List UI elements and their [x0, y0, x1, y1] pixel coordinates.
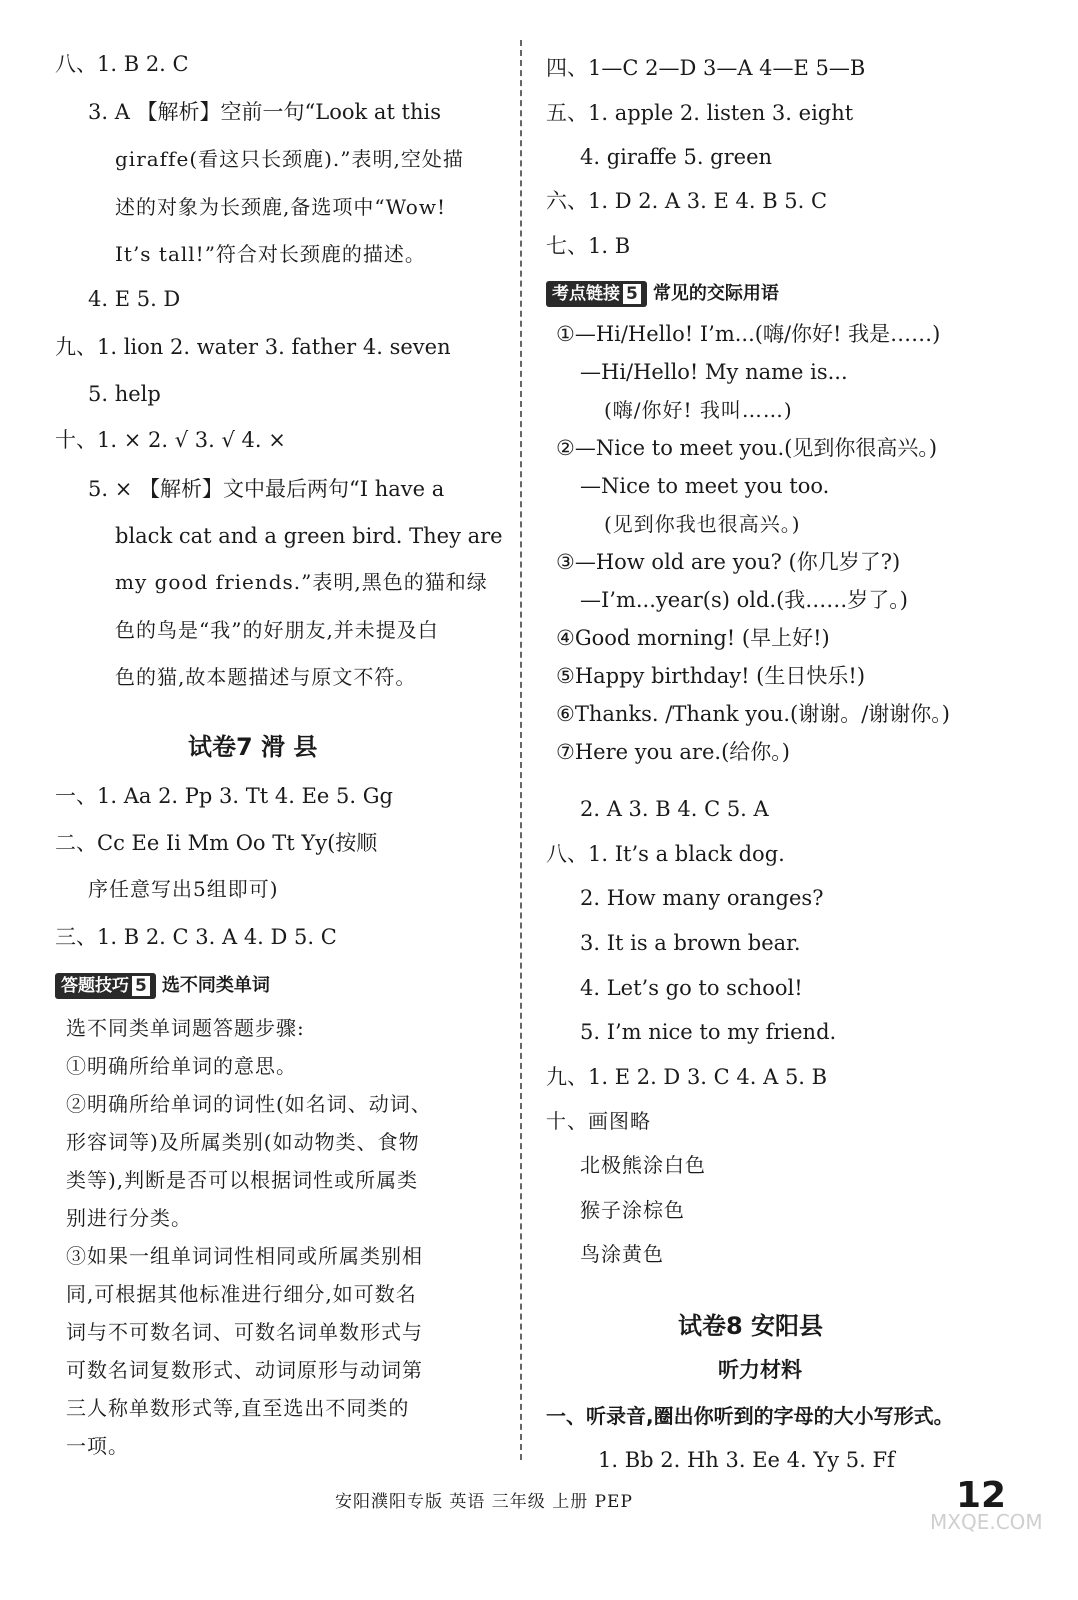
answer-section-4: 四、1—C 2—D 3—A 4—E 5—B: [546, 56, 866, 80]
answer-line: 北极熊涂白色: [580, 1153, 706, 1177]
tip-line: 别进行分类。: [66, 1206, 192, 1230]
answer-line: black cat and a green bird. They are: [115, 524, 503, 548]
phrase-line: —Hi/Hello! My name is...: [580, 360, 848, 384]
tip-line: 词与不可数名词、可数名词单数形式与: [66, 1320, 423, 1344]
answer-section-5: 五、1. apple 2. listen 3. eight: [546, 101, 854, 125]
phrase-line: ⑦Here you are.(给你。): [556, 740, 790, 764]
answer-line: 2. A 3. B 4. C 5. A: [580, 797, 769, 821]
answer-line: It’s tall!”符合对长颈鹿的描述。: [115, 242, 426, 266]
footer-info: 安阳濮阳专版 英语 三年级 上册 PEP: [335, 1492, 633, 1512]
phrase-line: —I’m...year(s) old.(我……岁了。): [580, 588, 908, 612]
listening-material-heading: 听力材料: [718, 1358, 802, 1382]
answer-line: 色的猫,故本题描述与原文不符。: [115, 665, 417, 689]
link-title: 常见的交际用语: [652, 282, 779, 304]
tip-line: 一项。: [66, 1434, 129, 1458]
answer-section-10: 十、画图略: [546, 1109, 651, 1133]
answer-line: 猴子涂棕色: [580, 1198, 685, 1222]
answer-section-9: 九、1. E 2. D 3. C 4. A 5. B: [546, 1065, 828, 1089]
answer-section-7: 七、1. B: [546, 234, 631, 258]
answer-line: 5. × 【解析】文中最后两句“I have a: [88, 477, 445, 501]
tip-title: 选不同类单词: [161, 974, 270, 996]
exam-8-title: 试卷8 安阳县: [678, 1312, 824, 1340]
watermark: MXQE.COM: [930, 1510, 1043, 1534]
listening-section-1: 一、听录音,圈出你听到的字母的大小写形式。: [546, 1404, 954, 1428]
phrase-line: ②—Nice to meet you.(见到你很高兴。): [556, 436, 938, 460]
answer-line: my good friends.”表明,黑色的猫和绿: [115, 570, 488, 594]
phrase-line: (见到你我也很高兴。): [604, 512, 801, 536]
column-divider: [520, 40, 522, 1460]
answer-section-1: 一、1. Aa 2. Pp 3. Tt 4. Ee 5. Gg: [55, 784, 393, 808]
phrase-line: —Nice to meet you too.: [580, 474, 830, 498]
tip-badge: 答题技巧 5: [55, 973, 156, 999]
page-number: 12: [956, 1475, 1007, 1516]
link-badge: 考点链接 5: [546, 281, 647, 307]
phrase-line: ⑥Thanks. /Thank you.(谢谢。/谢谢你。): [556, 702, 950, 726]
answer-line: 色的鸟是“我”的好朋友,并未提及白: [115, 618, 439, 642]
answer-section-3: 三、1. B 2. C 3. A 4. D 5. C: [55, 925, 337, 949]
answer-line: 5. help: [88, 382, 161, 406]
tip-line: 选不同类单词题答题步骤:: [66, 1016, 305, 1040]
listening-answers: 1. Bb 2. Hh 3. Ee 4. Yy 5. Ff: [598, 1448, 895, 1472]
phrase-line: ⑤Happy birthday! (生日快乐!): [556, 664, 866, 688]
answer-line: 3. It is a brown bear.: [580, 931, 801, 955]
tip-line: 形容词等)及所属类别(如动物类、食物: [66, 1130, 420, 1154]
tip-line: ③如果一组单词词性相同或所属类别相: [66, 1244, 423, 1268]
answer-section-6: 六、1. D 2. A 3. E 4. B 5. C: [546, 189, 828, 213]
answer-line: 2. How many oranges?: [580, 886, 824, 910]
answer-section-10: 十、1. × 2. √ 3. √ 4. ×: [55, 428, 286, 452]
answer-section-2: 二、Cc Ee Ii Mm Oo Tt Yy(按顺: [55, 831, 378, 855]
tip-line: ②明确所给单词的词性(如名词、动词、: [66, 1092, 432, 1116]
answer-line: 5. I’m nice to my friend.: [580, 1020, 837, 1044]
phrase-line: ①—Hi/Hello! I’m...(嗨/你好! 我是……): [556, 322, 941, 346]
answer-line: 述的对象为长颈鹿,备选项中“Wow!: [115, 195, 446, 219]
answer-section-8: 八、1. It’s a black dog.: [546, 842, 785, 866]
answer-section-8: 八、1. B 2. C: [55, 52, 189, 76]
tip-line: ①明确所给单词的意思。: [66, 1054, 297, 1078]
link-header: [546, 278, 779, 308]
answer-line: 鸟涂黄色: [580, 1242, 664, 1266]
answer-line: 序任意写出5组即可): [88, 877, 279, 901]
tip-header: [55, 970, 270, 1000]
answer-line: 4. E 5. D: [88, 287, 181, 311]
phrase-line: (嗨/你好! 我叫……): [604, 398, 793, 422]
tip-line: 三人称单数形式等,直至选出不同类的: [66, 1396, 410, 1420]
phrase-line: ③—How old are you? (你几岁了?): [556, 550, 901, 574]
answer-line: 4. giraffe 5. green: [580, 145, 773, 169]
tip-line: 同,可根据其他标准进行细分,如可数名: [66, 1282, 417, 1306]
answer-line: 3. A 【解析】空前一句“Look at this: [88, 100, 442, 124]
answer-line: 4. Let’s go to school!: [580, 976, 803, 1000]
answer-section-9: 九、1. lion 2. water 3. father 4. seven: [55, 335, 451, 359]
tip-line: 类等),判断是否可以根据词性或所属类: [66, 1168, 419, 1192]
phrase-line: ④Good morning! (早上好!): [556, 626, 830, 650]
tip-line: 可数名词复数形式、动词原形与动词第: [66, 1358, 423, 1382]
answer-line: giraffe(看这只长颈鹿).”表明,空处描: [115, 147, 464, 171]
exam-7-title: 试卷7 滑 县: [188, 733, 318, 761]
